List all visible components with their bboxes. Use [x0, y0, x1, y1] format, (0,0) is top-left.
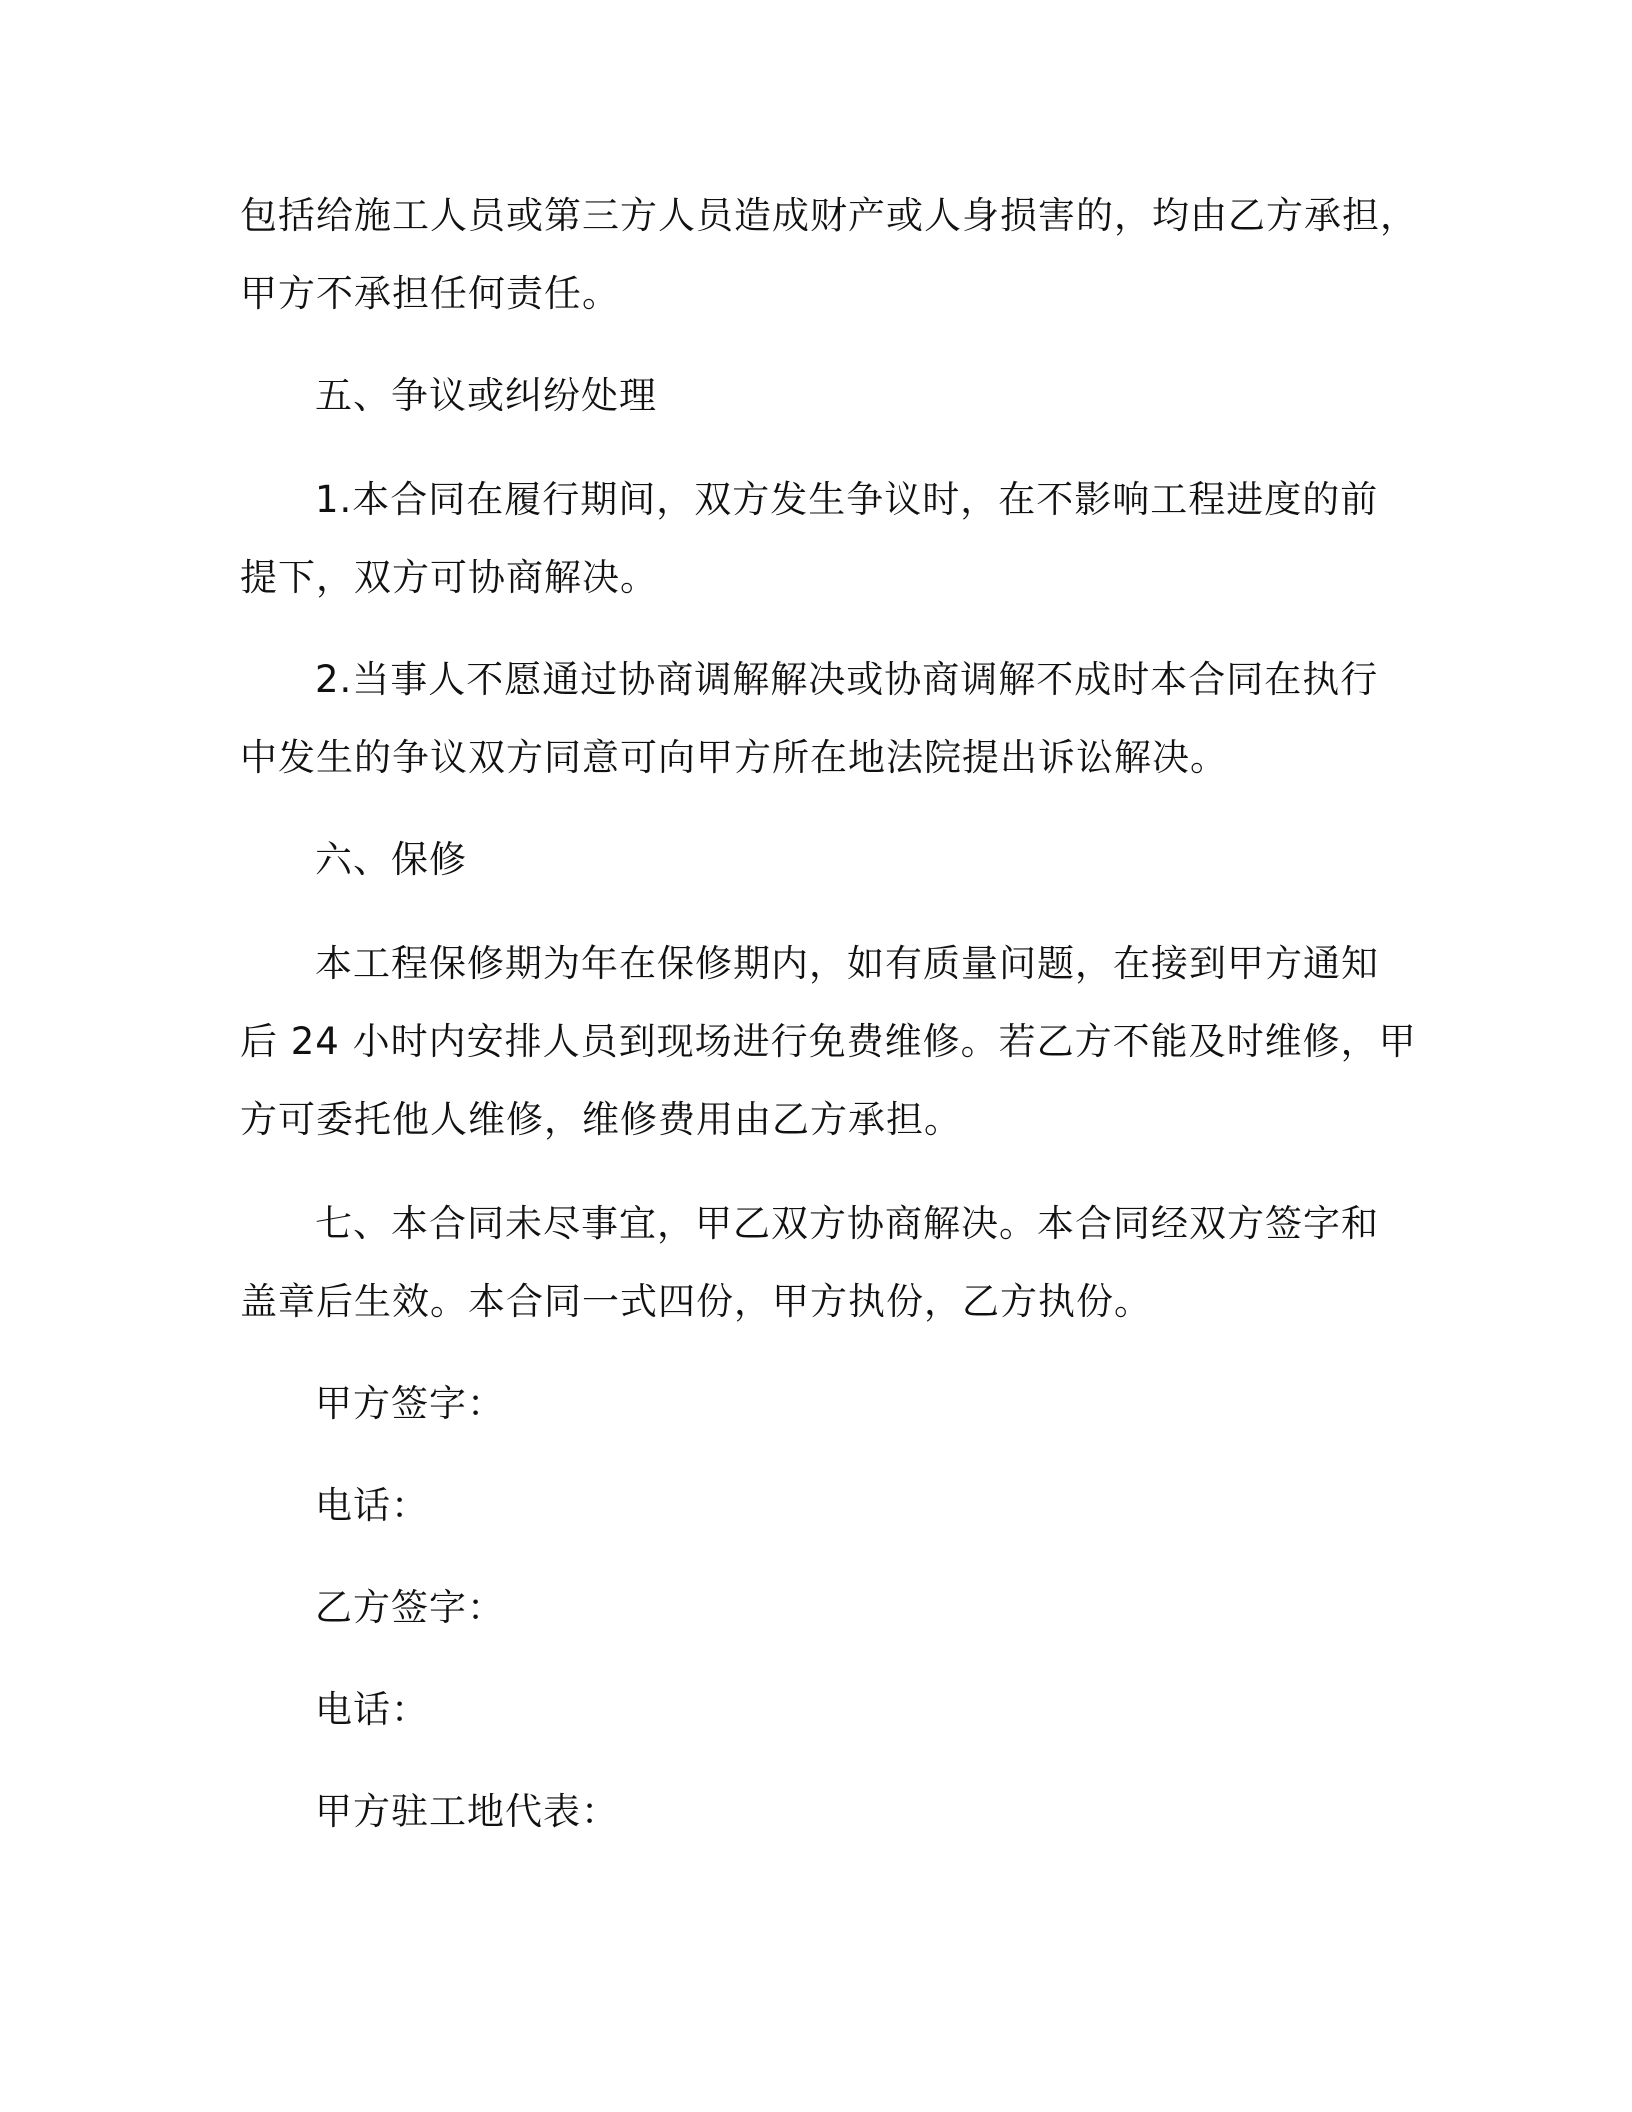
party-b-signature-label: 乙方签字： [315, 1586, 505, 1629]
party-b-phone-label: 电话： [315, 1688, 429, 1731]
warranty-line-2: 后 24 小时内安排人员到现场进行免费维修。若乙方不能及时维修，甲 [240, 1020, 1417, 1063]
party-a-phone-label: 电话： [315, 1484, 429, 1527]
section-heading-6: 六、保修 [315, 838, 467, 881]
clause-2-line-1: 2.当事人不愿通过协商调解解决或协商调解不成时本合同在执行 [315, 658, 1379, 701]
section-7-line-1: 七、本合同未尽事宜，甲乙双方协商解决。本合同经双方签字和 [315, 1202, 1379, 1245]
clause-1-line-1: 1.本合同在履行期间，双方发生争议时，在不影响工程进度的前 [315, 478, 1379, 521]
warranty-line-1: 本工程保修期为年在保修期内，如有质量问题，在接到甲方通知 [315, 942, 1379, 985]
warranty-line-3: 方可委托他人维修，维修费用由乙方承担。 [240, 1098, 962, 1141]
party-a-signature-label: 甲方签字： [315, 1382, 505, 1425]
clause-1-line-2: 提下，双方可协商解决。 [240, 556, 658, 599]
text-line-1: 包括给施工人员或第三方人员造成财产或人身损害的，均由乙方承担， [240, 194, 1418, 237]
party-a-site-representative-label: 甲方驻工地代表： [315, 1790, 619, 1833]
section-heading-5: 五、争议或纠纷处理 [315, 374, 657, 417]
clause-2-line-2: 中发生的争议双方同意可向甲方所在地法院提出诉讼解决。 [240, 736, 1228, 779]
section-7-line-2: 盖章后生效。本合同一式四份，甲方执份，乙方执份。 [240, 1280, 1152, 1323]
text-line-2: 甲方不承担任何责任。 [240, 272, 620, 315]
